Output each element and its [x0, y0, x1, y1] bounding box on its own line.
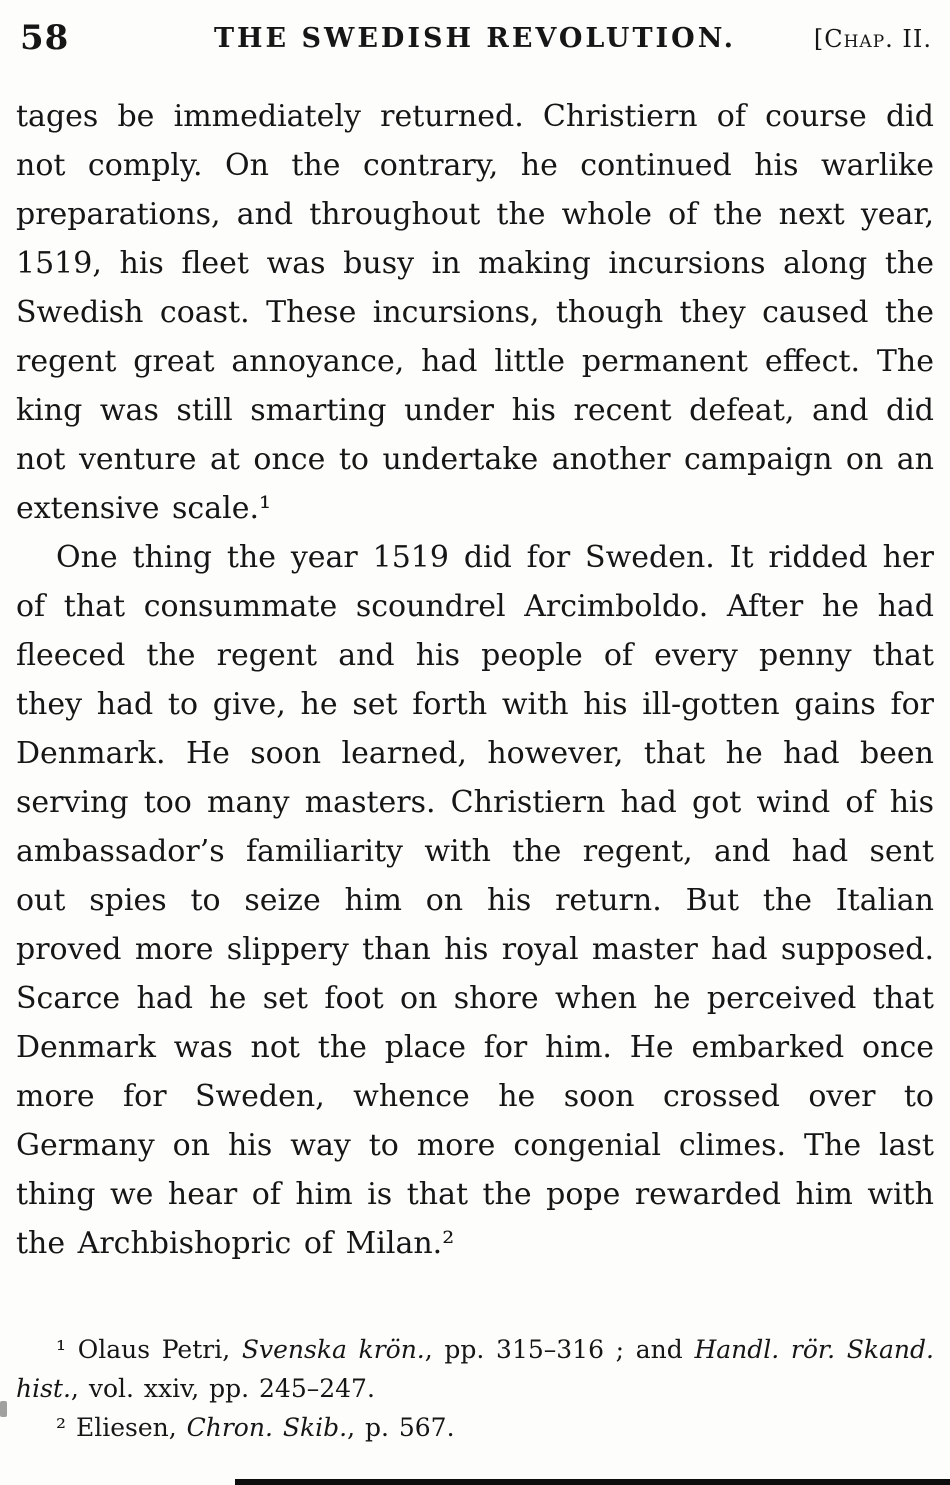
footnote-text: ² Eliesen,: [56, 1413, 187, 1442]
running-head: [16, 18, 934, 66]
footnote-text: , vol. xxiv, pp. 245–247.: [70, 1374, 375, 1403]
paragraph: One thing the year 1519 did for Sweden. It ridded her of that consummate scoundrel Arcimboldo. After he had fleeced the regent and his people of every penny that they had to give, he set forth with his ill-gotten gains for Denmark. He soon learned, however, that he had been serving too many masters. Christiern had got wind of his ambassador’s familiarity with the regent, and had sent out spies to seize him on his return. But the Italian proved more slippery than his royal master had supposed. Scarce had he set foot on shore when he perceived that Denmark was not the place for him. He embarked once more for Sweden, whence he soon crossed over to Germany on his way to more congenial climes. The last thing we hear of him is that the pope rewarded him with the Archbishopric of Milan.²: [16, 540, 934, 1261]
page-number: 58: [20, 18, 70, 58]
footnote-2: [16, 1408, 934, 1447]
footnote-work-title: Svenska krön.: [241, 1335, 425, 1364]
footnotes: [16, 1330, 934, 1447]
footnote-1: [16, 1330, 934, 1408]
chapter-label: [Chap. II.: [813, 25, 932, 53]
scan-smudge-artifact: [0, 1401, 7, 1417]
footnote-work-title: Chron. Skib.: [186, 1413, 348, 1442]
body-text: [16, 92, 934, 1268]
footnote-text: ¹ Olaus Petri,: [56, 1335, 242, 1364]
scan-edge-artifact: [235, 1479, 950, 1485]
running-title: THE SWEDISH REVOLUTION.: [213, 23, 737, 54]
footnote-text: , pp. 315–316 ; and: [424, 1335, 695, 1364]
footnote-work-title: Handl. rör. Skand. hist.: [16, 1335, 934, 1403]
paragraph-continuation: tages be immediately returned. Christiern of course did not comply. On the contrary, he continued his warlike preparations, and throughout the whole of the next year, 1519, his fleet was busy in making incursions along the Swedish coast. These incursions, though they caused the regent great annoyance, had little permanent effect. The king was still smarting under his recent defeat, and did not venture at once to undertake another campaign on an extensive scale.¹: [16, 99, 934, 526]
footnote-text: , p. 567.: [347, 1413, 455, 1442]
